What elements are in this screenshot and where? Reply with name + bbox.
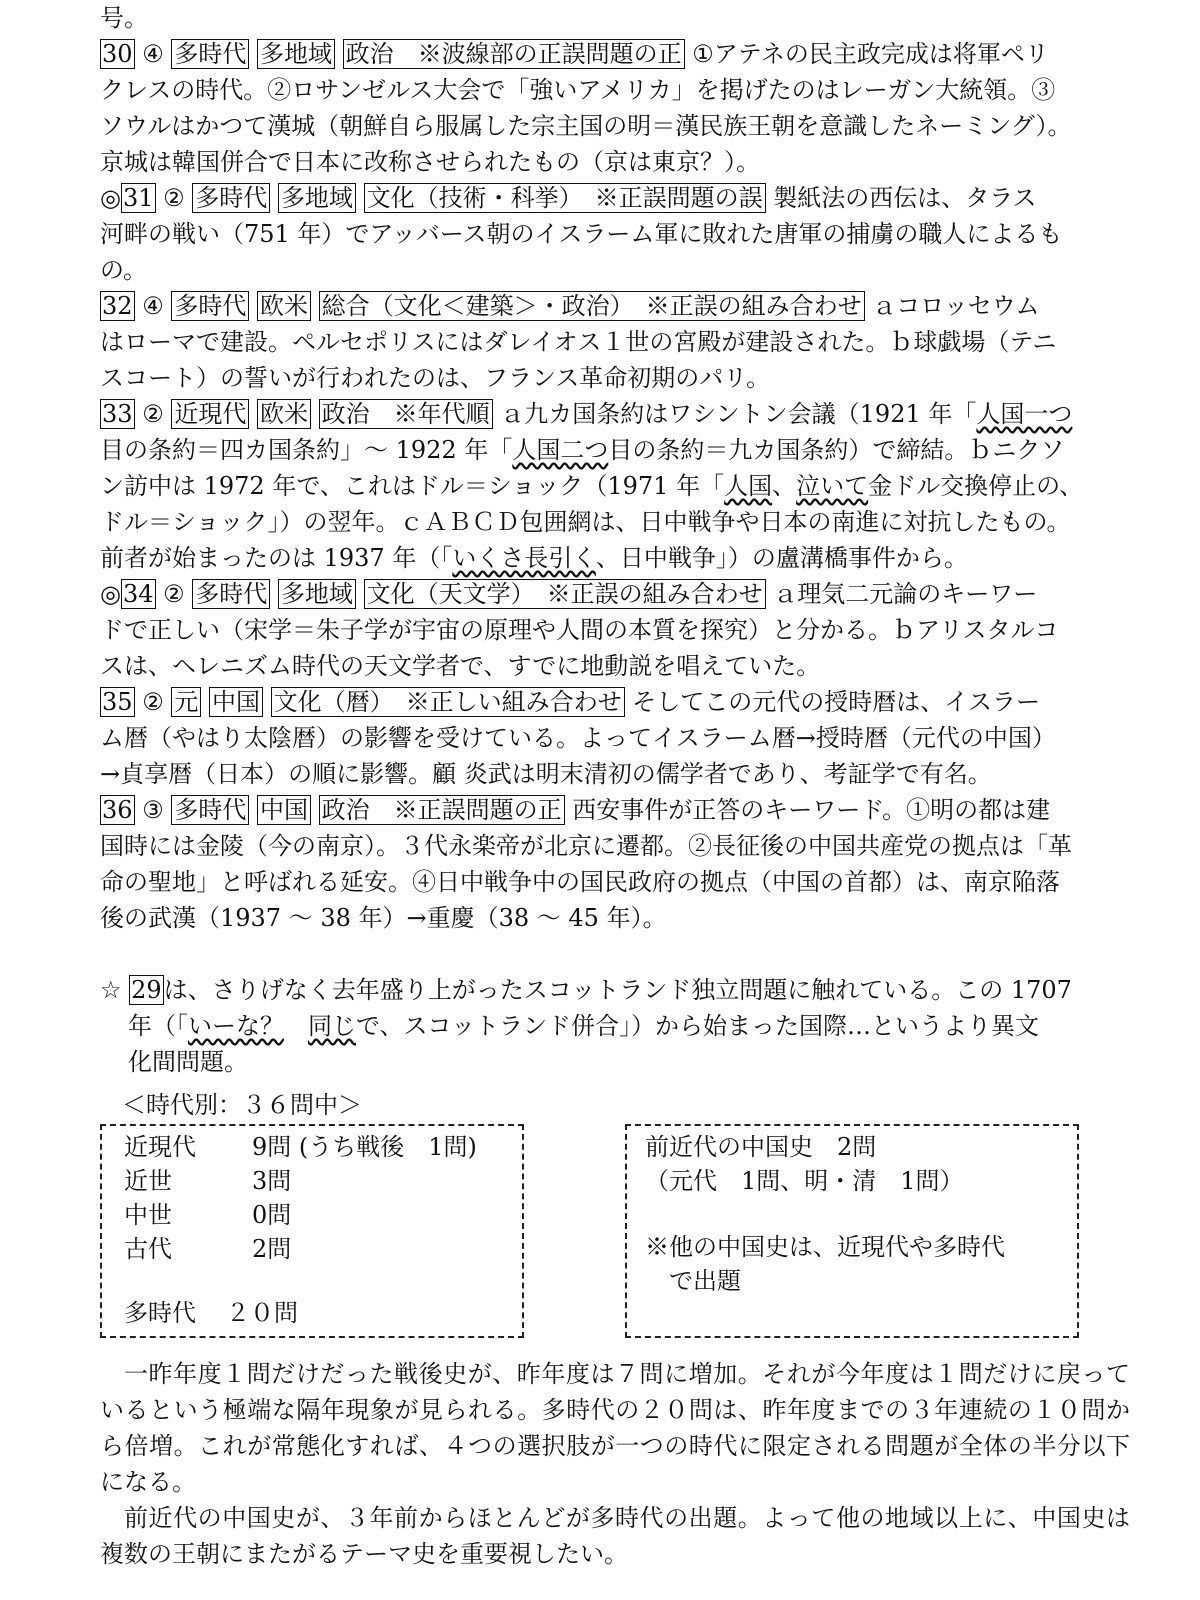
answer-33 [100,396,1130,576]
era-table [100,1124,524,1338]
tag-region: 多地域 [257,39,335,69]
important-mark: ◎ [100,580,121,608]
answer-32 [100,288,1130,396]
note-text: は、さりげなく去年盛り上がったスコットランド独立問題に触れている。この 1707 [163,976,1072,1004]
era-label: 中世 [124,1201,172,1229]
tag-field: 政治 ※年代順 [319,399,493,429]
tag-era: 多時代 [171,39,249,69]
mnemonic: 人国 [724,472,773,500]
question-number: 30 [102,40,133,68]
answer-text: ドル＝ショック」）の翌年。ｃＡＢＣＤ包囲網は、日中戦争や日本の南進に対抗したもの。 [100,508,1071,536]
tag-field: 文化（技術・科挙） ※正誤問題の誤 [364,183,766,213]
answer-34 [100,576,1130,684]
mnemonic: 泣いて [796,472,869,500]
answer-30 [100,36,1130,180]
era-row [124,1130,477,1164]
tag-region: 中国 [257,795,311,825]
answer-text: ①アテネの民主政完成は将軍ペリ [692,40,1049,68]
answer-text: 河畔の戦い（751 年）でアッバース朝のイスラーム軍に敗れた唐軍の捕虜の職人によるも [100,220,1063,248]
answer-31 [100,180,1130,288]
mnemonic: いくさ長引く [452,544,596,572]
answer-text: 目の条約＝九カ国条約）で締結。ｂニクソ [608,436,1065,464]
answer-text: 金ドル交換停止の、 [868,472,1084,500]
answer-choice: ④ [142,292,164,320]
era-count: 2問 [252,1235,292,1263]
china-note: ※他の中国史は、近現代や多時代 [645,1233,1005,1261]
tag-region: 欧米 [257,399,311,429]
era-count: 3問 [252,1167,292,1195]
era-row-multi [124,1296,298,1330]
tag-region: 多地域 [278,579,356,609]
era-count: 9問 (うち戦後 1問) [252,1133,477,1161]
tag-field: 文化（天文学） ※正誤の組み合わせ [364,579,766,609]
question-number: 33 [102,400,133,428]
tag-era: 元 [171,687,201,717]
answer-text: そしてこの元代の授時暦は、イスラー [632,688,1041,716]
question-number: 35 [102,688,133,716]
question-number: 36 [102,796,133,824]
tag-field: 政治 ※波線部の正誤問題の正 [343,39,685,69]
answer-text: ン訪中は 1972 年で、これはドル＝ショック（1971 年「 [100,472,725,500]
answer-text: ａ九カ国条約はワシントン会議（1921 年「 [500,400,977,428]
note-continuation [100,1008,1130,1080]
answer-text: 京城は韓国併合で日本に改称させられたもの（京は東京？）。 [100,148,760,176]
answer-text: 製紙法の西伝は、タラス [773,184,1037,212]
note-text: 化間問題。 [128,1048,248,1076]
answer-choice: ④ [142,40,164,68]
tag-field: 総合（文化＜建築＞・政治） ※正誤の組み合わせ [319,291,865,321]
tag-era: 多時代 [171,291,249,321]
question-number: 32 [102,292,133,320]
tag-era: 近現代 [171,399,249,429]
era-count: 0問 [252,1201,292,1229]
summary-tables [100,1088,1130,1338]
era-label: 近世 [124,1167,172,1195]
note-text: で、スコットランド併合」）から始まった国際…というより異文 [356,1012,1040,1040]
answer-text: スコート）の誓いが行われたのは、フランス革命初期のパリ。 [100,364,771,392]
era-row [124,1164,291,1198]
era-label: 近現代 [124,1133,196,1161]
question-number: 34 [122,580,154,608]
tag-era: 多時代 [192,183,270,213]
top-fragment: 号。 [100,4,148,32]
answer-text: ａ理気二元論のキーワー [773,580,1038,608]
answer-text: クレスの時代。②ロサンゼルス大会で「強いアメリカ」を掲げたのはレーガン大統領。③ [100,76,1056,104]
era-label: 古代 [124,1235,172,1263]
star-note [100,972,1130,1080]
answer-text: ム暦（やはり太陰暦）の影響を受けている。よってイスラーム暦→授時暦（元代の中国） [100,724,1056,752]
china-line: 前近代の中国史 2問 [645,1133,877,1161]
answer-choice: ② [142,688,164,716]
answer-35 [100,684,1130,792]
answer-text: 命の聖地」と呼ばれる延安。④日中戦争中の国民政府の拠点（中国の首都）は、南京陥落 [100,868,1060,896]
tag-era: 多時代 [192,579,270,609]
answer-text: の。 [100,256,148,284]
answer-text: 後の武漢（1937 ～ 38 年）→重慶（38 ～ 45 年）。 [100,904,667,932]
answer-text: 、日中戦争」）の盧溝橋事件から。 [595,544,968,572]
answer-text: ソウルはかつて漢城（朝鮮自ら服属した宗主国の明＝漢民族王朝を意識したネーミング）。 [100,112,1072,140]
answer-text: ドで正しい（宋学＝朱子学が宇宙の原理や人間の本質を探究）と分かる。ｂアリスタルコ [100,616,1059,644]
answer-choice: ② [142,400,164,428]
answer-text: スは、ヘレニズム時代の天文学者で、すでに地動説を唱えていた。 [100,652,821,680]
era-row [124,1232,291,1266]
mnemonic: 同じ [308,1012,356,1040]
tag-region: 中国 [209,687,263,717]
answer-36 [100,792,1130,936]
mnemonic: 人国一つ [976,400,1073,428]
question-number: 29 [131,976,162,1004]
question-number: 31 [122,184,154,212]
answer-text: 、 [772,472,797,500]
tag-region: 多地域 [278,183,356,213]
answer-text: 目の条約＝四カ国条約」～ 1922 年「 [100,436,513,464]
document-page [100,0,1130,1568]
spacer [100,936,1130,972]
commentary [100,1356,1130,1572]
china-line: （元代 1問、明・清 1問） [645,1167,964,1195]
star-mark: ☆ [100,976,122,1004]
tag-field: 政治 ※正誤問題の正 [319,795,565,825]
answer-text: ａコロッセウム [872,292,1040,320]
commentary-paragraph: 一昨年度１問だけだった戦後史が、昨年度は７問に増加。それが今年度は１問だけに戻っているという極端な隔年現象が見られる。多時代の２０問は、昨年度までの３年連続の１０問から倍増。これが常態化すれば、４つの選択肢が一つの時代に限定される問題が全体の半分以下になる。 [100,1360,1130,1496]
note-text: 年（「 [128,1012,188,1040]
china-history-box [625,1124,1079,1338]
answer-text: →貞享暦（日本）の順に影響。顧 炎武は明末清初の儒学者であり、考証学で有名。 [100,760,992,788]
era-table-caption: ＜時代別：３６問中＞ [122,1091,362,1119]
answer-choice: ② [163,580,185,608]
answer-text: はローマで建設。ペルセポリスにはダレイオス１世の宮殿が建設された。ｂ球戯場（テニ [100,328,1057,356]
era-count: ２０問 [226,1299,298,1327]
tag-era: 多時代 [171,795,249,825]
answer-text: 国時には金陵（今の南京）。３代永楽帝が北京に遷都。②長征後の中国共産党の拠点は「革 [100,832,1072,860]
commentary-paragraph: 前近代の中国史が、３年前からほとんどが多時代の出題。よって他の地域以上に、中国史は複数の王朝にまたがるテーマ史を重要視したい。 [100,1504,1130,1568]
tag-region: 欧米 [257,291,311,321]
tag-field: 文化（暦） ※正しい組み合わせ [271,687,625,717]
era-row [124,1198,291,1232]
china-note: で出題 [669,1267,741,1295]
answer-text: 西安事件が正答のキーワード。①明の都は建 [572,796,1051,824]
answer-choice: ② [163,184,185,212]
mnemonic: 人国二つ [512,436,609,464]
era-label: 多時代 [124,1299,196,1327]
important-mark: ◎ [100,184,121,212]
answer-text: 前者が始まったのは 1937 年（「 [100,544,453,572]
mnemonic: いーな？ [188,1012,284,1040]
note-text [284,1012,308,1040]
answer-choice: ③ [142,796,164,824]
